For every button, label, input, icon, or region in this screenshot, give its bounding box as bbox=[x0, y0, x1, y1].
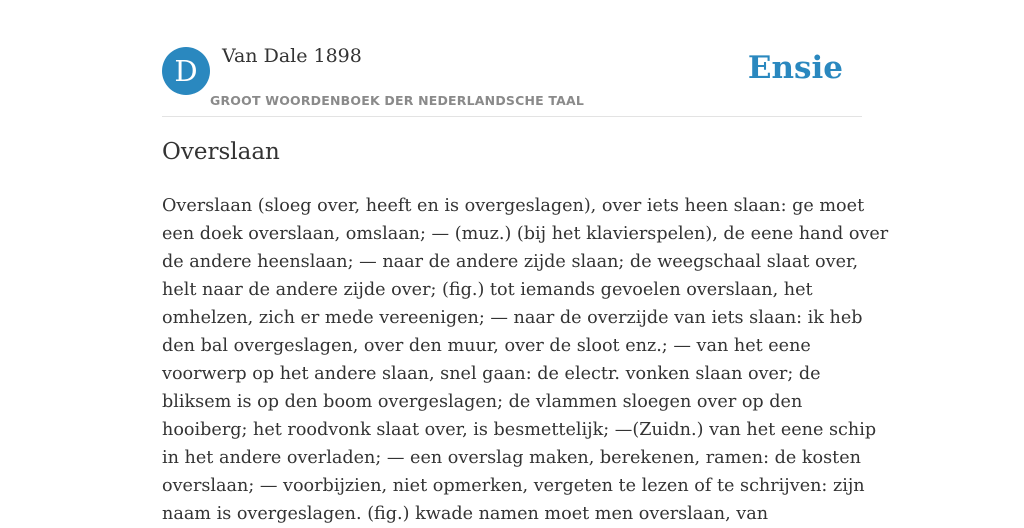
definition-line: helt naar de andere zijde over; (fig.) tot iemands gevoelen overslaan, het bbox=[162, 280, 813, 300]
source-subtitle: GROOT WOORDENBOEK DER NEDERLANDSCHE TAAL bbox=[210, 93, 585, 108]
entry-definition bbox=[162, 192, 889, 528]
definition-line: Overslaan (sloeg over, heeft en is overgeslagen), over iets heen slaan: ge moet bbox=[162, 196, 865, 216]
definition-line: voorwerp op het andere slaan, snel gaan: de electr. vonken slaan over; de bbox=[162, 364, 821, 384]
definition-line: omhelzen, zich er mede vereenigen; — naar de overzijde van iets slaan: ik heb bbox=[162, 308, 863, 328]
definition-line: een doek overslaan, omslaan; — (muz.) (bij het klavierspelen), de eene hand over bbox=[162, 224, 889, 244]
source-avatar[interactable]: D bbox=[162, 47, 210, 95]
definition-line: naam is overgeslagen. (fig.) kwade namen moet men overslaan, van bbox=[162, 504, 769, 524]
definition-line: den bal overgeslagen, over den muur, over de sloot enz.; — van het eene bbox=[162, 336, 811, 356]
definition-line: bliksem is op den boom overgeslagen; de vlammen sloegen over op den bbox=[162, 392, 803, 412]
definition-line: overslaan; — voorbijzien, niet opmerken, vergeten te lezen of te schrijven: zijn bbox=[162, 476, 865, 496]
definition-line: de andere heenslaan; — naar de andere zijde slaan; de weegschaal slaat over, bbox=[162, 252, 859, 272]
definition-line: in het andere overladen; — een overslag maken, berekenen, ramen: de kosten bbox=[162, 448, 861, 468]
entry-title: Overslaan bbox=[162, 139, 280, 165]
definition-line: hooiberg; het roodvonk slaat over, is besmettelijk; —(Zuidn.) van het eene schip bbox=[162, 420, 877, 440]
source-name-link[interactable]: Van Dale 1898 bbox=[222, 45, 362, 67]
dictionary-header bbox=[162, 0, 862, 117]
ensie-logo-link[interactable]: Ensie bbox=[747, 50, 843, 86]
